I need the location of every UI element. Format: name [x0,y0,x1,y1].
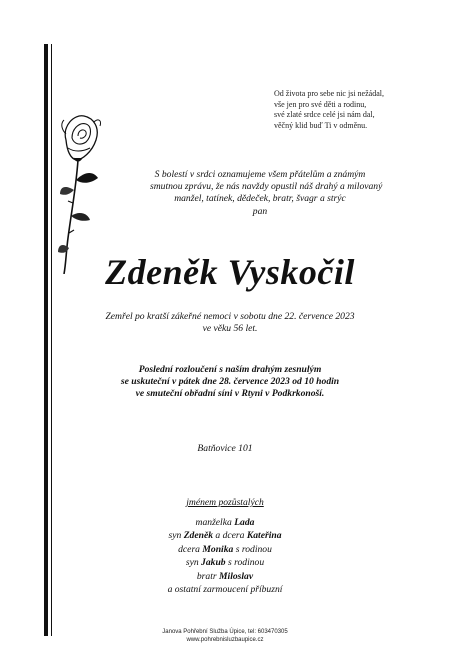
family-row [100,529,350,542]
family-relation: a dcera [213,530,247,542]
border-line-thin [51,44,52,636]
announcement-line: smutnou zprávu, že nás navždy opustil náš drahý a milovaný [150,181,383,193]
deceased-name: Zdeněk Vyskočil [105,252,355,292]
death-note-line: Zemřel po kratší zákeřné nemoci v sobotu dne 22. července 2023 [105,311,355,322]
on-behalf-text: jménem pozůstalých [186,497,264,508]
poem [274,89,444,131]
address: Batňovice 101 [197,443,253,454]
family-relation: syn [185,557,202,569]
family-row [100,583,350,596]
border-line-thick [44,44,48,636]
family-relation: a ostatní zarmoucení příbuzní [167,584,283,596]
family-relation: s rodinou [233,543,272,555]
funeral-line: se uskuteční v pátek dne 28. července 2023 od 10 hodin [120,376,340,388]
death-note [60,311,400,335]
family-relation: syn [168,530,184,542]
family-name: Monika [202,543,234,555]
family-relation: s rodinou [225,557,265,569]
rose-icon [58,108,104,274]
poem-line: Od života pro sebe nic jsi nežádal, [274,89,384,98]
footer-website[interactable]: www.pohrebnisluzbaupice.cz [186,637,264,643]
footer-company: Janova Pohřební Služba Úpice, tel: 603470305 [162,629,288,635]
family-name: Zdeněk [183,530,213,542]
family-row [100,543,350,556]
poem-line: vše jen pro své děti a rodinu, [274,99,367,109]
family-row [100,516,350,529]
death-note-line: ve věku 56 let. [202,323,258,335]
announcement-line: S bolestí v srdci oznamujeme všem přátelům a známým [154,169,366,180]
family-name: Miloslav [219,570,254,582]
family-row [100,570,350,583]
announcement [150,169,383,218]
family-relation: manželka [195,517,235,528]
on-behalf-heading [150,497,300,509]
announcement-line: pan [252,205,268,217]
family-relation: bratr [196,570,219,582]
family-name: Jakub [201,557,226,569]
announcement-line: manžel, tatínek, dědeček, bratr, švagr a strýc [174,193,346,205]
funeral-info [65,364,395,401]
poem-line: své zlaté srdce celé jsi nám dal, [274,110,375,119]
family-relation: dcera [178,543,203,555]
family-row [100,556,350,569]
family-list [100,516,350,596]
family-name: Lada [234,517,255,528]
family-name: Kateřina [246,530,282,542]
funeral-line: Poslední rozloučení s naším drahým zesnulým [138,364,322,375]
funeral-line: ve smuteční obřadní síni v Rtyni v Podkrkonoší. [135,388,325,400]
poem-line: věčný klid buď Ti v odměnu. [274,120,368,130]
footer [130,628,320,644]
